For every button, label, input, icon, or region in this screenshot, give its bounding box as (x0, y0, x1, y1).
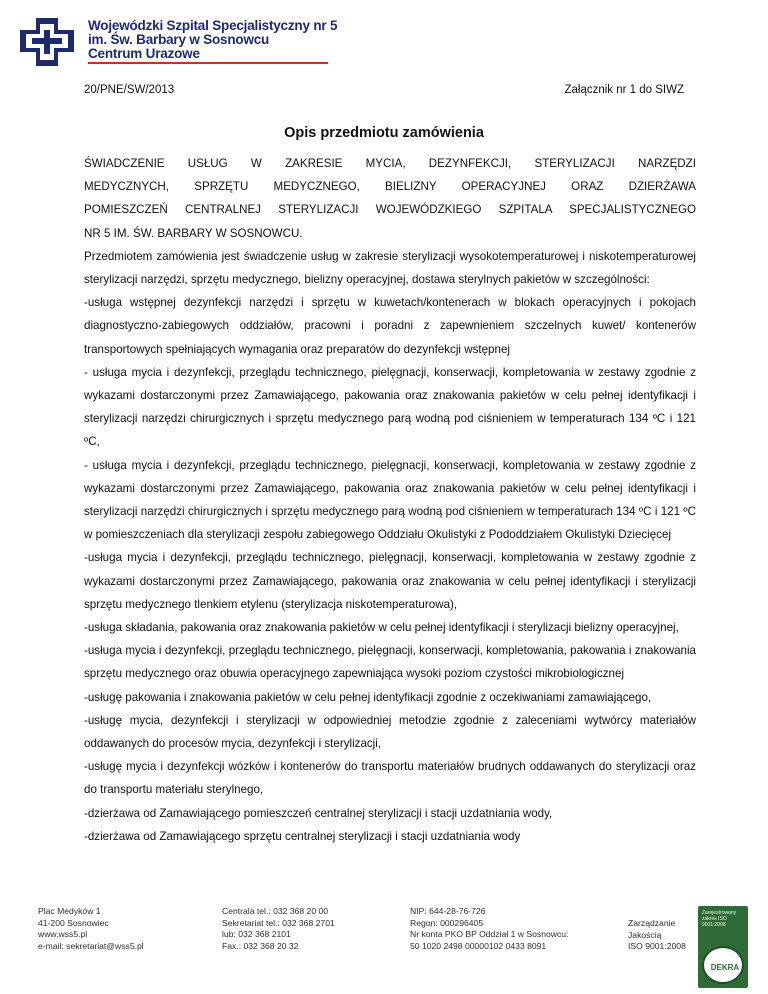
intro-line-3: POMIESZCZEŃ CENTRALNEJ STERYLIZACJI WOJEWÓDZKIEGO SZPITALA SPECJALISTYCZNEGO (84, 203, 696, 217)
page-footer (0, 906, 768, 986)
dekra-seal-icon (702, 946, 744, 984)
paragraph-item: -usługa mycia i dezynfekcji, przeglądu technicznego, pielęgnacji, konserwacji, kompletowania, pakowania i znakowania sprzętu medycznego oraz obuwia operacyjnego zapewniająca wysoki poziom czystości mikrobiologicznej (84, 644, 696, 681)
badge-brand: DEKRA (710, 963, 740, 972)
paragraph-item: -usługę pakowania i znakowania pakietów w celu pełnej identyfikacji zgodnie z oczekiwaniami zamawiającego, (84, 690, 652, 704)
org-line-2: im. Św. Barbary w Sosnowcu (88, 32, 270, 47)
paragraph-item: -dzierżawa od Zamawiającego pomieszczeń centralnej sterylizacji i stacji uzdatniania wody, (84, 806, 553, 820)
paragraph-item: - usługa mycia i dezynfekcji, przeglądu technicznego, pielęgnacji, konserwacji, kompletowania w zestawy zgodnie z wykazami dostarczonymi przez Zamawiającego, pakowania oraz znakowania pakietów w celu pełnej identyfikacji i sterylizacji narzędzi chirurgicznych i sprzętu medycznego parą wodną pod ciśnieniem w temperaturach 134 ºC i 121 ºC w pomieszczeniach dla sterylizacji zespołu zabiegowego Oddziału Okulistyki z Pododdziałem Okulistyki Dziecięcej (84, 458, 696, 542)
paragraph-item: -usługę mycia, dezynfekcji i sterylizacji w odpowiedniej metodzie zgodnie z zaleceniami wytwórcy materiałów oddawanych do procesów mycia, dezynfekcji i sterylizacji, (84, 713, 696, 751)
website-link[interactable]: www.wss5.pl (38, 929, 88, 940)
hospital-cross-logo (18, 16, 76, 68)
footer-quality (628, 918, 686, 953)
footer-registry (410, 906, 568, 952)
intro-line-4: NR 5 IM. ŚW. BARBARY W SOSNOWCU. (84, 226, 303, 240)
footer-address (38, 906, 144, 952)
bank-account: 50 1020 2498 00000102 0433 8091 (410, 940, 547, 951)
org-line-1: Wojewódzki Szpital Specjalistyczny nr 5 (88, 18, 338, 33)
paragraph-item: -usługę mycia i dezynfekcji wózków i kontenerów do transportu materiałów brudnych oddawanych do sterylizacji oraz do transportu materiału sterylnego, (84, 760, 696, 797)
paragraph-item: -usługa wstępnej dezynfekcji narzędzi i sprzętu w kuwetach/kontenerach w blokach operacyjnych i pokojach diagnostyczno-zabiegowych oddziałów, pracowni i poradni z zapewnieniem szczelnych kuwet/ kontenerów transportowych spełniających wymagania oraz preparatów do dezynfekcji wstępnej (84, 296, 696, 356)
dekra-certification-badge (698, 906, 748, 988)
header-red-rule (88, 62, 328, 64)
reference-number: 20/PNE/SW/2013 (84, 84, 175, 96)
email-link[interactable]: e-mail: sekretariat@wss5.pl (38, 940, 144, 951)
address-city: 41-200 Sosnowiec (38, 917, 109, 928)
paragraph-item: -usługa mycia i dezynfekcji, przeglądu technicznego, pielęgnacji, konserwacji, kompletowania w zestawy zgodnie z wykazami dostarczonymi przez Zamawiającego, pakowania oraz znakowania w celu pełnej identyfikacji i sterylizacji sprzętu medycznego tlenkiem etylenu (sterylizacja niskotemperaturowa), (84, 551, 696, 611)
badge-caption: Zarejestrowany zakres ISO 9001:2008 (702, 910, 737, 928)
paragraph-item: -dzierżawa od Zamawiającego sprzętu centralnej sterylizacji i stacji uzdatniania wody (84, 829, 521, 843)
bank-label: Nr konta PKO BP Oddział 1 w Sosnowcu: (410, 929, 569, 940)
paragraph-item: - usługa mycia i dezynfekcji, przeglądu technicznego, pielęgnacji, konserwacji, kompletowania w zestawy zgodnie z wykazami dostarczonymi przez Zamawiającego, pakowania oraz znakowania pakietów w celu pełnej identyfikacji i sterylizacji narzędzi chirurgicznych i sprzętu medycznego parą wodną pod ciśnieniem w temperaturach 134 ºC i 121 ºC, (84, 365, 696, 449)
intro-line-2: MEDYCZNYCH, SPRZĘTU MEDYCZNEGO, BIELIZNY OPERACYJNEJ ORAZ DZIERŻAWA (84, 180, 696, 194)
document-body (84, 152, 696, 848)
regon-number: Regon: 000296405 (410, 917, 484, 928)
phone-alt: lub: 032 368 2101 (222, 929, 291, 940)
quality-line-2: Jakością (628, 929, 662, 940)
intro-line-1: ŚWIADCZENIE USŁUG W ZAKRESIE MYCIA, DEZYNFEKCJI, STERYLIZACJI NARZĘDZI (84, 157, 696, 170)
paragraph-item: -usługa składania, pakowania oraz znakowania pakietów w celu pełnej identyfikacji i sterylizacji bielizny operacyjnej, (84, 621, 679, 635)
phone-central: Centrala tel.: 032 368 20 00 (222, 906, 329, 916)
document-title: Opis przedmiotu zamówienia (284, 125, 484, 141)
address-street: Plac Medyków 1 (38, 906, 101, 916)
quality-line-3: ISO 9001:2008 (628, 941, 686, 952)
nip-number: NIP: 644-28-76-726 (410, 906, 486, 916)
footer-phones (222, 906, 335, 952)
quality-line-1: Zarządzanie (628, 918, 676, 928)
organization-name (88, 19, 337, 61)
paragraph-intro: Przedmiotem zamówienia jest świadczenie usług w zakresie sterylizacji wysokotemperaturowej i niskotemperaturowej sterylizacji narzędzi, sprzętu medycznego, bielizny operacyjnej, dostawa sterylnych pakietów w szczególności: (84, 249, 696, 287)
phone-secretariat: Sekretariat tel.: 032 368 2701 (222, 917, 335, 928)
attachment-label: Załącznik nr 1 do SIWZ (564, 84, 684, 96)
org-line-3: Centrum Urazowe (88, 46, 200, 61)
fax-number: Fax.: 032 368 20 32 (222, 940, 299, 951)
